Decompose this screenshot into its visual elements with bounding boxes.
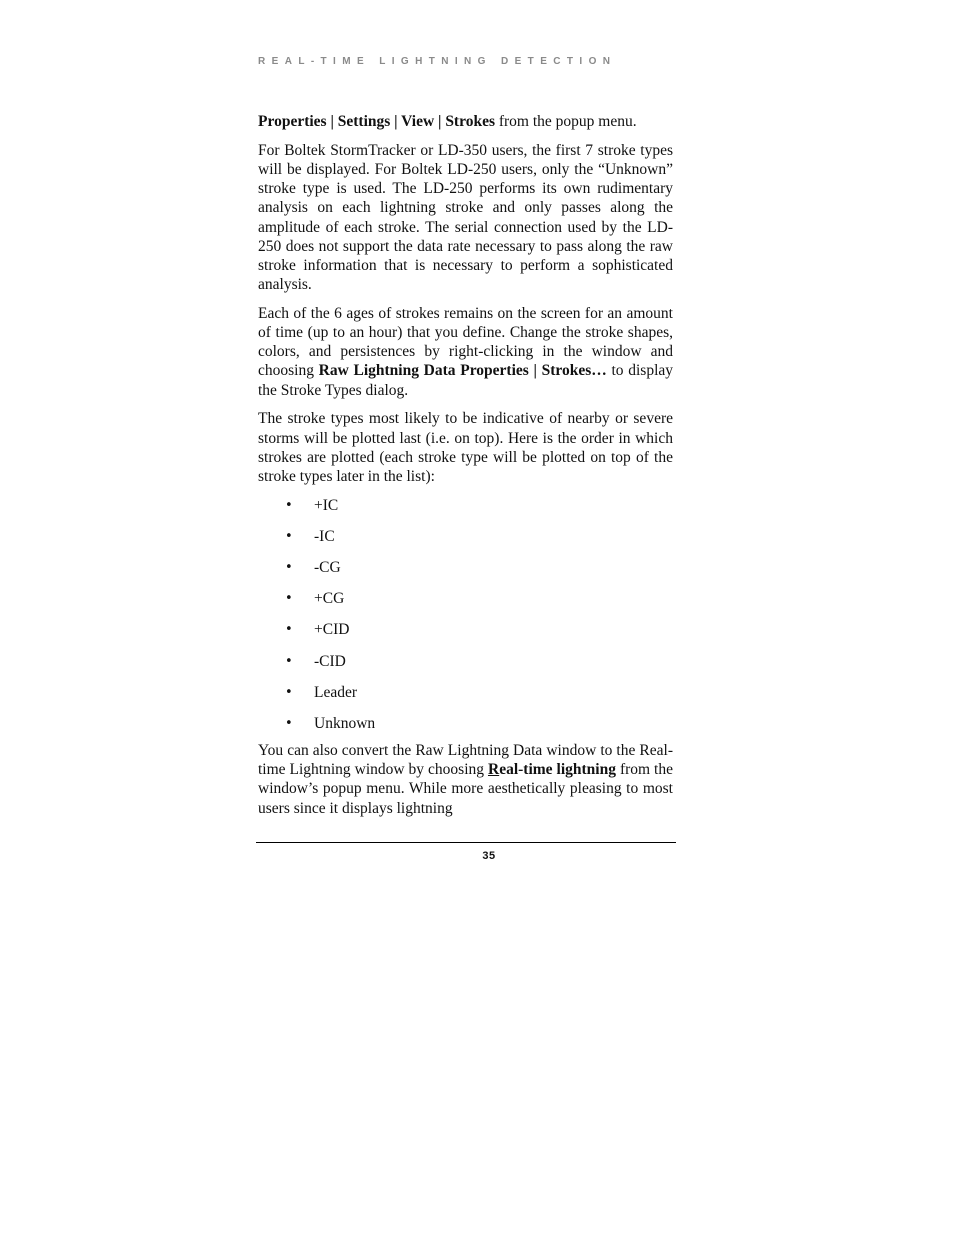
list-item — [258, 683, 673, 714]
page-content — [258, 112, 673, 827]
paragraph-menu-path — [258, 112, 673, 131]
list-item — [258, 496, 673, 527]
bullet-icon: • — [285, 591, 293, 607]
bullet-icon: • — [285, 560, 293, 576]
list-item — [258, 558, 673, 589]
paragraph-text: to display the Stroke Types dialog. — [258, 362, 674, 399]
menu-item-label: eal-time lightning — [499, 761, 616, 779]
menu-path-raw-lightning-properties: Raw Lightning Data Properties | Strokes… — [318, 362, 607, 380]
list-item — [258, 620, 673, 651]
bullet-icon: • — [285, 653, 293, 669]
menu-item-realtime-lightning — [488, 761, 616, 778]
bullet-icon: • — [285, 497, 293, 513]
stroke-type-label: -CG — [314, 559, 341, 577]
bullet-icon: • — [285, 622, 293, 638]
menu-path-strokes: Properties | Settings | View | Strokes — [258, 113, 495, 130]
paragraph-text: from the window’s popup menu. While more aesthetically pleasing to most users since it displays lightning — [258, 761, 673, 817]
paragraph-plot-order: The stroke types most likely to be indicative of nearby or severe storms will be plotted last (i.e. on top). Here is the order in which strokes are plotted (each stroke type will be plotted on top of the stroke types later in the list): — [258, 410, 673, 485]
stroke-type-label: -CID — [314, 652, 346, 670]
footer-divider — [256, 842, 676, 843]
stroke-type-label: -IC — [314, 527, 335, 545]
bullet-icon: • — [285, 528, 293, 544]
running-header: REAL-TIME LIGHTNING DETECTION — [258, 56, 617, 67]
paragraph-text: from the popup menu. — [494, 113, 637, 130]
paragraph-text: Each of the 6 ages of strokes remains on the screen for an amount of time (up to an hour) that you define. Change the stroke shapes, colors, and persistences by right-clicking in the window and choosing — [258, 304, 673, 380]
list-item — [258, 589, 673, 620]
list-item — [258, 714, 673, 741]
stroke-order-list — [258, 496, 673, 741]
paragraph-text: You can also convert the Raw Lightning Data window to the Real-time Lightning window by choosing — [258, 741, 673, 779]
paragraph-stroke-ages — [258, 304, 673, 400]
page-number: 35 — [482, 850, 496, 862]
stroke-type-label: +CG — [314, 590, 345, 608]
paragraph-realtime-conversion — [258, 741, 673, 818]
list-item — [258, 652, 673, 683]
stroke-type-label: +IC — [314, 496, 339, 514]
paragraph-boltek-users: For Boltek StormTracker or LD-350 users, the first 7 stroke types will be displayed. For Boltek LD-250 users, only the “Unknown” stroke type is used. The LD-250 performs its own rudimentary analysis on each lightning stroke and only passes along the amplitude of each stroke. The serial connection used by the LD-250 does not support the data rate necessary to pass along the raw stroke information that is necessary to perform a sophisticated analysis. — [258, 141, 673, 294]
stroke-type-label: Unknown — [314, 714, 376, 732]
menu-accelerator-key: R — [487, 761, 500, 779]
list-item — [258, 527, 673, 558]
stroke-type-label: +CID — [314, 621, 350, 639]
stroke-type-label: Leader — [314, 683, 358, 701]
bullet-icon: • — [285, 684, 293, 700]
bullet-icon: • — [285, 715, 293, 731]
